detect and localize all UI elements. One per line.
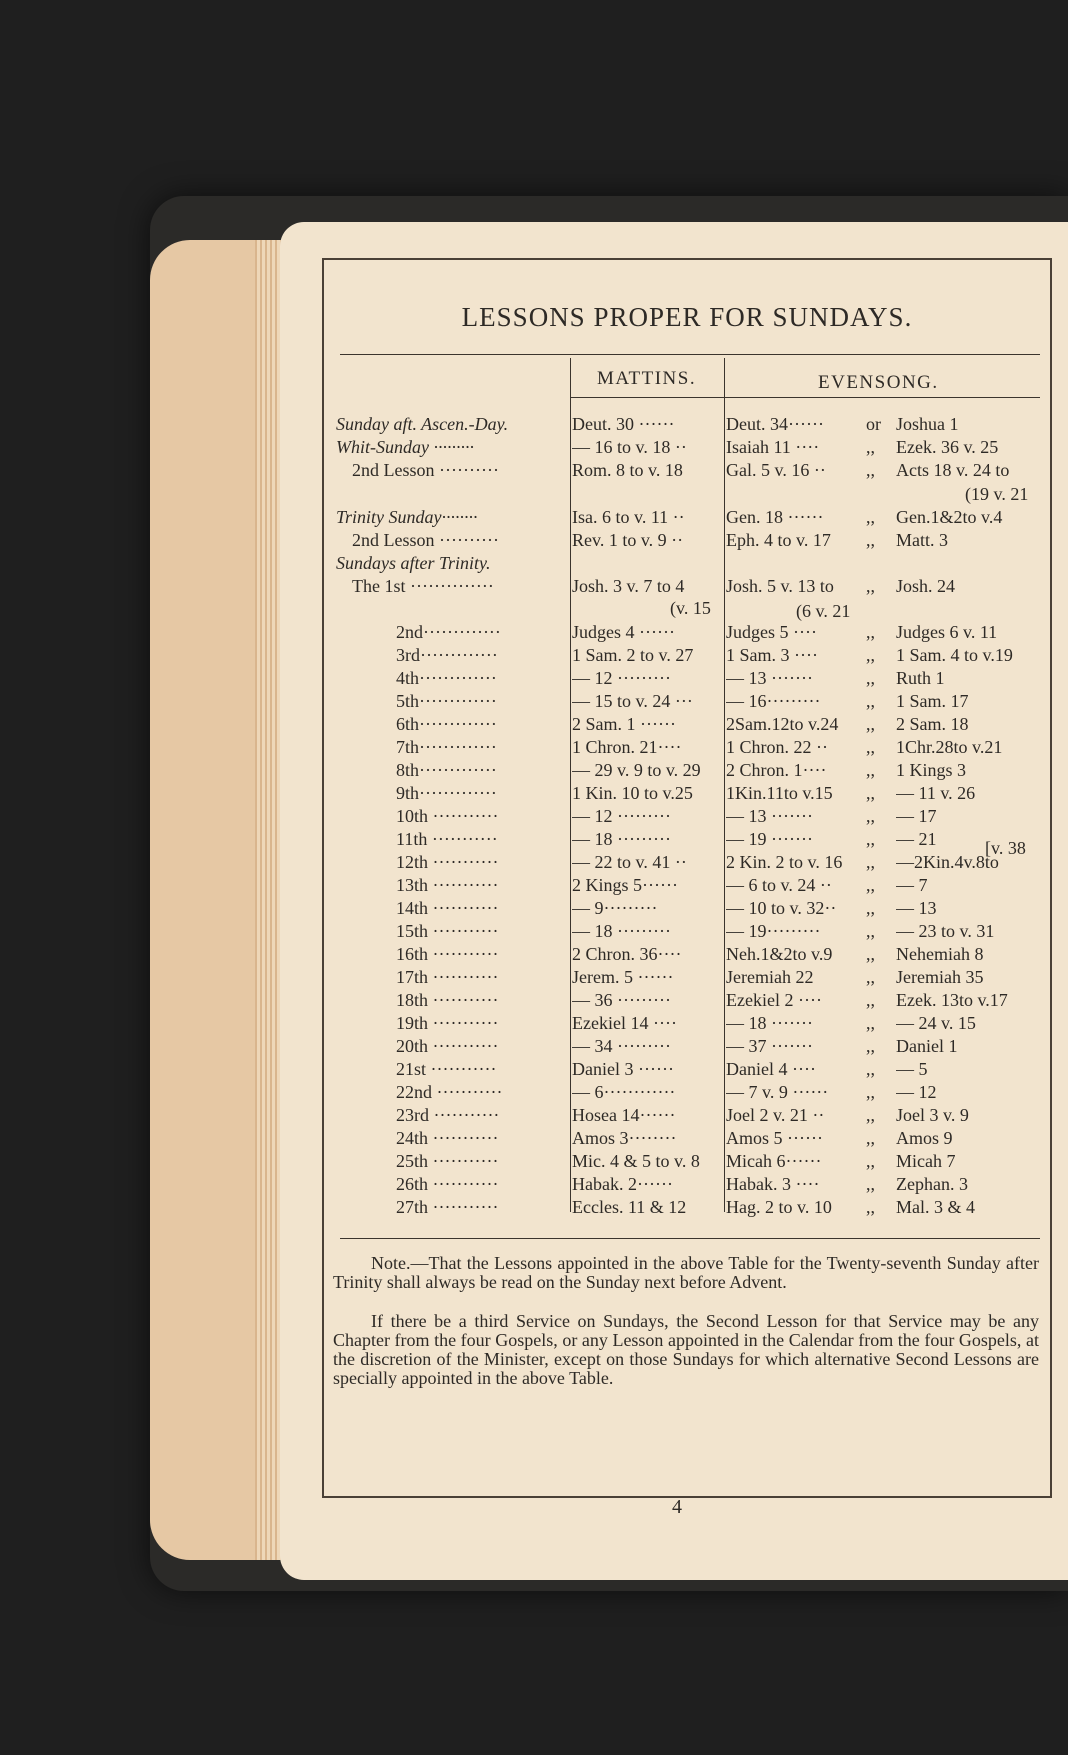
- row-label: 26th ···········: [396, 1174, 499, 1194]
- alternative-marker: ,,: [866, 1151, 875, 1171]
- mattins-lesson: Judges 4 ······: [572, 622, 675, 642]
- evensong-lesson: 1 Sam. 3 ····: [726, 645, 818, 665]
- evensong-header: EVENSONG.: [818, 372, 939, 393]
- table-row: [0, 737, 1068, 759]
- table-row: [0, 921, 1068, 943]
- alternative-lesson: Mal. 3 & 4: [896, 1197, 975, 1217]
- row-label: 9th·············: [396, 783, 497, 803]
- evensong-lesson: Micah 6······: [726, 1151, 822, 1171]
- evensong-lesson: — 37 ·······: [726, 1036, 813, 1056]
- alternative-marker: ,,: [866, 829, 875, 849]
- alternative-marker: ,,: [866, 437, 875, 457]
- alternative-lesson: —2Kin.4v.8to: [896, 852, 999, 872]
- evensong-lesson: 1 Chron. 22 ··: [726, 737, 828, 757]
- alternative-marker: ,,: [866, 1105, 875, 1125]
- alternative-lesson: Amos 9: [896, 1128, 953, 1148]
- row-label: 27th ···········: [396, 1197, 499, 1217]
- table-row: [0, 944, 1068, 966]
- evensong-lesson: — 18 ·······: [726, 1013, 813, 1033]
- alternative-marker: ,,: [866, 1013, 875, 1033]
- table-row: [0, 576, 1068, 598]
- row-label: 15th ···········: [396, 921, 499, 941]
- alternative-marker: ,,: [866, 875, 875, 895]
- table-row: [0, 852, 1068, 874]
- table-row: [0, 1174, 1068, 1196]
- table-row: [0, 806, 1068, 828]
- alternative-lesson: — 11 v. 26: [896, 783, 976, 803]
- table-row: [0, 530, 1068, 552]
- table-row: [0, 414, 1068, 436]
- row-label: 13th ···········: [396, 875, 499, 895]
- evensong-lesson: Amos 5 ······: [726, 1128, 823, 1148]
- evensong-lesson: — 19 ·······: [726, 829, 813, 849]
- josh-mattins-continuation: (v. 15: [670, 598, 711, 618]
- row-label: 25th ···········: [396, 1151, 499, 1171]
- row-label: 11th ···········: [396, 829, 498, 849]
- evensong-lesson: Ezekiel 2 ····: [726, 990, 822, 1010]
- table-row: [0, 1059, 1068, 1081]
- evensong-lesson: Eph. 4 to v. 17: [726, 530, 831, 550]
- mattins-lesson: Isa. 6 to v. 11 ··: [572, 507, 685, 527]
- row-label: 23rd ···········: [396, 1105, 500, 1125]
- mattins-lesson: — 18 ·········: [572, 829, 671, 849]
- row-label: 20th ···········: [396, 1036, 499, 1056]
- row-label: 17th ···········: [396, 967, 499, 987]
- alternative-marker: ,,: [866, 852, 875, 872]
- table-row: [0, 875, 1068, 897]
- alternative-marker: ,,: [866, 967, 875, 987]
- row-label: 19th ···········: [396, 1013, 499, 1033]
- evensong-lesson: — 10 to v. 32··: [726, 898, 837, 918]
- row-label: 5th·············: [396, 691, 497, 711]
- row-label: The 1st ··············: [352, 576, 494, 596]
- alternative-marker: ,,: [866, 530, 875, 550]
- evensong-lesson: — 13 ·······: [726, 806, 813, 826]
- alternative-marker: ,,: [866, 944, 875, 964]
- alternative-lesson: — 24 v. 15: [896, 1013, 976, 1033]
- alternative-marker: ,,: [866, 714, 875, 734]
- top-rule: [340, 354, 1040, 355]
- row-label: 22nd ···········: [396, 1082, 503, 1102]
- acts-continuation: (19 v. 21: [965, 484, 1029, 504]
- alternative-lesson: Judges 6 v. 11: [896, 622, 998, 642]
- table-row: [0, 990, 1068, 1012]
- mattins-lesson: — 34 ·········: [572, 1036, 671, 1056]
- alternative-marker: ,,: [866, 668, 875, 688]
- alternative-lesson: Joel 3 v. 9: [896, 1105, 969, 1125]
- alternative-lesson: Jeremiah 35: [896, 967, 984, 987]
- evensong-lesson: Gal. 5 v. 16 ··: [726, 460, 826, 480]
- alternative-marker: ,,: [866, 806, 875, 826]
- evensong-lesson: 2Sam.12to v.24: [726, 714, 839, 734]
- table-row: [0, 437, 1068, 459]
- alternative-lesson: — 12: [896, 1082, 937, 1102]
- table-row: [0, 1013, 1068, 1035]
- row-label: 16th ···········: [396, 944, 499, 964]
- evensong-lesson: Josh. 5 v. 13 to: [726, 576, 834, 596]
- evensong-lesson: Gen. 18 ······: [726, 507, 824, 527]
- evensong-lesson: Hag. 2 to v. 10: [726, 1197, 832, 1217]
- alternative-lesson: Daniel 1: [896, 1036, 958, 1056]
- row-label: Sundays after Trinity.: [336, 553, 491, 573]
- mattins-lesson: Hosea 14······: [572, 1105, 676, 1125]
- mattins-lesson: — 22 to v. 41 ··: [572, 852, 687, 872]
- mattins-lesson: 1 Chron. 21····: [572, 737, 682, 757]
- row-label: 3rd·············: [396, 645, 498, 665]
- alternative-lesson: 2 Sam. 18: [896, 714, 969, 734]
- mattins-lesson: Jerem. 5 ······: [572, 967, 674, 987]
- mattins-lesson: 1 Sam. 2 to v. 27: [572, 645, 694, 665]
- header-rule: [570, 397, 1040, 398]
- alternative-lesson: 1Chr.28to v.21: [896, 737, 1003, 757]
- evensong-lesson: Joel 2 v. 21 ··: [726, 1105, 825, 1125]
- alternative-marker: ,,: [866, 576, 875, 596]
- evensong-lesson: 2 Kin. 2 to v. 16: [726, 852, 843, 872]
- table-row: [0, 1128, 1068, 1150]
- alternative-marker: ,,: [866, 760, 875, 780]
- mattins-lesson: — 12 ·········: [572, 668, 671, 688]
- table-row: [0, 553, 1068, 575]
- alternative-lesson: Gen.1&2to v.4: [896, 507, 1003, 527]
- evensong-lesson: 1Kin.11to v.15: [726, 783, 833, 803]
- row-label: 7th·············: [396, 737, 497, 757]
- evensong-lesson: — 16·········: [726, 691, 821, 711]
- alternative-lesson: Acts 18 v. 24 to: [896, 460, 1010, 480]
- row-label: 2nd·············: [396, 622, 501, 642]
- page-title: LESSONS PROPER FOR SUNDAYS.: [461, 302, 913, 332]
- row-label: 14th ···········: [396, 898, 499, 918]
- mattins-header: MATTINS.: [597, 368, 697, 389]
- alternative-lesson: — 7: [896, 875, 928, 895]
- bottom-rule: [340, 1238, 1040, 1239]
- alternative-lesson: Joshua 1: [896, 414, 959, 434]
- mattins-lesson: — 36 ·········: [572, 990, 671, 1010]
- evensong-lesson: Isaiah 11 ····: [726, 437, 820, 457]
- evensong-lesson: 2 Chron. 1····: [726, 760, 827, 780]
- mattins-lesson: Deut. 30 ······: [572, 414, 675, 434]
- alternative-lesson: Ezek. 13to v.17: [896, 990, 1008, 1010]
- alternative-lesson: Matt. 3: [896, 530, 948, 550]
- alternative-lesson: 1 Kings 3: [896, 760, 967, 780]
- alternative-marker: ,,: [866, 737, 875, 757]
- mattins-lesson: — 12 ·········: [572, 806, 671, 826]
- evensong-lesson: Jeremiah 22: [726, 967, 814, 987]
- mattins-lesson: — 6············: [572, 1082, 676, 1102]
- mattins-lesson: Josh. 3 v. 7 to 4: [572, 576, 685, 596]
- alternative-lesson: — 23 to v. 31: [896, 921, 995, 941]
- row-label: 2nd Lesson ··········: [352, 530, 499, 550]
- table-row: [0, 622, 1068, 644]
- table-row: [0, 898, 1068, 920]
- row-label: Sunday aft. Ascen.-Day.: [336, 414, 509, 434]
- mattins-lesson: — 18 ·········: [572, 921, 671, 941]
- alternative-lesson: Ezek. 36 v. 25: [896, 437, 999, 457]
- table-row: [0, 1105, 1068, 1127]
- alternative-lesson: — 5: [896, 1059, 928, 1079]
- alternative-lesson: Ruth 1: [896, 668, 945, 688]
- alternative-marker: ,,: [866, 460, 875, 480]
- alternative-marker: ,,: [866, 1036, 875, 1056]
- mattins-lesson: Mic. 4 & 5 to v. 8: [572, 1151, 700, 1171]
- alternative-marker: ,,: [866, 507, 875, 527]
- evensong-lesson: — 19·········: [726, 921, 821, 941]
- evensong-lesson: Daniel 4 ····: [726, 1059, 816, 1079]
- mattins-lesson: 2 Chron. 36····: [572, 944, 682, 964]
- row-label: Whit-Sunday ·········: [336, 437, 474, 457]
- table-row: [0, 691, 1068, 713]
- table-row: [0, 714, 1068, 736]
- table-row: [0, 783, 1068, 805]
- mattins-lesson: 2 Sam. 1 ······: [572, 714, 676, 734]
- alternative-marker: ,,: [866, 1197, 875, 1217]
- alternative-marker: ,,: [866, 645, 875, 665]
- alternative-lesson: — 17: [896, 806, 937, 826]
- row-label: 24th ···········: [396, 1128, 499, 1148]
- mattins-lesson: — 29 v. 9 to v. 29: [572, 760, 701, 780]
- alternative-lesson: — 13: [896, 898, 937, 918]
- row-label: 2nd Lesson ··········: [352, 460, 499, 480]
- table-row: [0, 1036, 1068, 1058]
- alternative-lesson: Josh. 24: [896, 576, 956, 596]
- alternative-lesson: Micah 7: [896, 1151, 956, 1171]
- evensong-lesson: Judges 5 ····: [726, 622, 817, 642]
- table-row: [0, 668, 1068, 690]
- mattins-lesson: Rev. 1 to v. 9 ··: [572, 530, 684, 550]
- table-row: [0, 645, 1068, 667]
- table-row: [0, 1197, 1068, 1219]
- row-label: Trinity Sunday········: [336, 507, 478, 527]
- alternative-marker: ,,: [866, 1059, 875, 1079]
- alternative-marker: ,,: [866, 990, 875, 1010]
- evensong-lesson: — 13 ·······: [726, 668, 813, 688]
- table-row: [0, 460, 1068, 482]
- evensong-lesson: Neh.1&2to v.9: [726, 944, 833, 964]
- alternative-lesson: Nehemiah 8: [896, 944, 984, 964]
- note-paragraph: Note.—That the Lessons appointed in the above Table for the Twenty-seventh Sunday after Trinity shall always be read on the Sunday next before Advent.: [333, 1253, 1039, 1292]
- alternative-lesson: 1 Sam. 17: [896, 691, 969, 711]
- alternative-marker: ,,: [866, 898, 875, 918]
- evensong-lesson: — 7 v. 9 ······: [726, 1082, 829, 1102]
- josh-evensong-continuation: (6 v. 21: [796, 601, 851, 621]
- row-label: 21st ···········: [396, 1059, 497, 1079]
- third-service-paragraph: If there be a third Service on Sundays, the Second Lesson for that Service may be any Chapter from the four Gospels, or any Lesson appointed in the Calendar from the four Gospels, at the discretion of the Minister, except on those Sundays for which alternative Second Lessons are specially appointed in the above Table.: [333, 1311, 1039, 1388]
- alternative-marker: ,,: [866, 1128, 875, 1148]
- row-label: 6th·············: [396, 714, 497, 734]
- table-row: [0, 967, 1068, 989]
- table-row: [0, 760, 1068, 782]
- page-number: 4: [672, 1496, 682, 1518]
- row-label: 12th ···········: [396, 852, 499, 872]
- alternative-lesson: Zephan. 3: [896, 1174, 968, 1194]
- alternative-marker: ,,: [866, 1082, 875, 1102]
- evensong-lesson: Deut. 34······: [726, 414, 824, 434]
- row-label: 10th ···········: [396, 806, 499, 826]
- mattins-lesson: — 15 to v. 24 ···: [572, 691, 693, 711]
- alternative-lesson: 1 Sam. 4 to v.19: [896, 645, 1013, 665]
- mattins-lesson: Amos 3········: [572, 1128, 677, 1148]
- row-label: 8th·············: [396, 760, 497, 780]
- table-row: [0, 829, 1068, 851]
- mattins-lesson: Rom. 8 to v. 18: [572, 460, 683, 480]
- mattins-lesson: 2 Kings 5······: [572, 875, 678, 895]
- kings-continuation: [v. 38: [985, 838, 1026, 858]
- alternative-lesson: — 21: [896, 829, 937, 849]
- alternative-marker: ,,: [866, 622, 875, 642]
- mattins-lesson: Daniel 3 ······: [572, 1059, 674, 1079]
- alternative-marker: ,,: [866, 783, 875, 803]
- alternative-marker: ,,: [866, 691, 875, 711]
- mattins-lesson: 1 Kin. 10 to v.25: [572, 783, 693, 803]
- mattins-lesson: Ezekiel 14 ····: [572, 1013, 677, 1033]
- alternative-marker: ,,: [866, 921, 875, 941]
- mattins-lesson: — 16 to v. 18 ··: [572, 437, 687, 457]
- evensong-lesson: — 6 to v. 24 ··: [726, 875, 832, 895]
- evensong-lesson: Habak. 3 ····: [726, 1174, 820, 1194]
- mattins-lesson: Habak. 2······: [572, 1174, 673, 1194]
- table-row: [0, 507, 1068, 529]
- row-label: 18th ···········: [396, 990, 499, 1010]
- row-label: 4th·············: [396, 668, 497, 688]
- alternative-marker: ,,: [866, 1174, 875, 1194]
- table-row: [0, 1151, 1068, 1173]
- mattins-lesson: Eccles. 11 & 12: [572, 1197, 687, 1217]
- mattins-lesson: — 9·········: [572, 898, 658, 918]
- table-row: [0, 1082, 1068, 1104]
- alternative-marker: or: [866, 414, 881, 434]
